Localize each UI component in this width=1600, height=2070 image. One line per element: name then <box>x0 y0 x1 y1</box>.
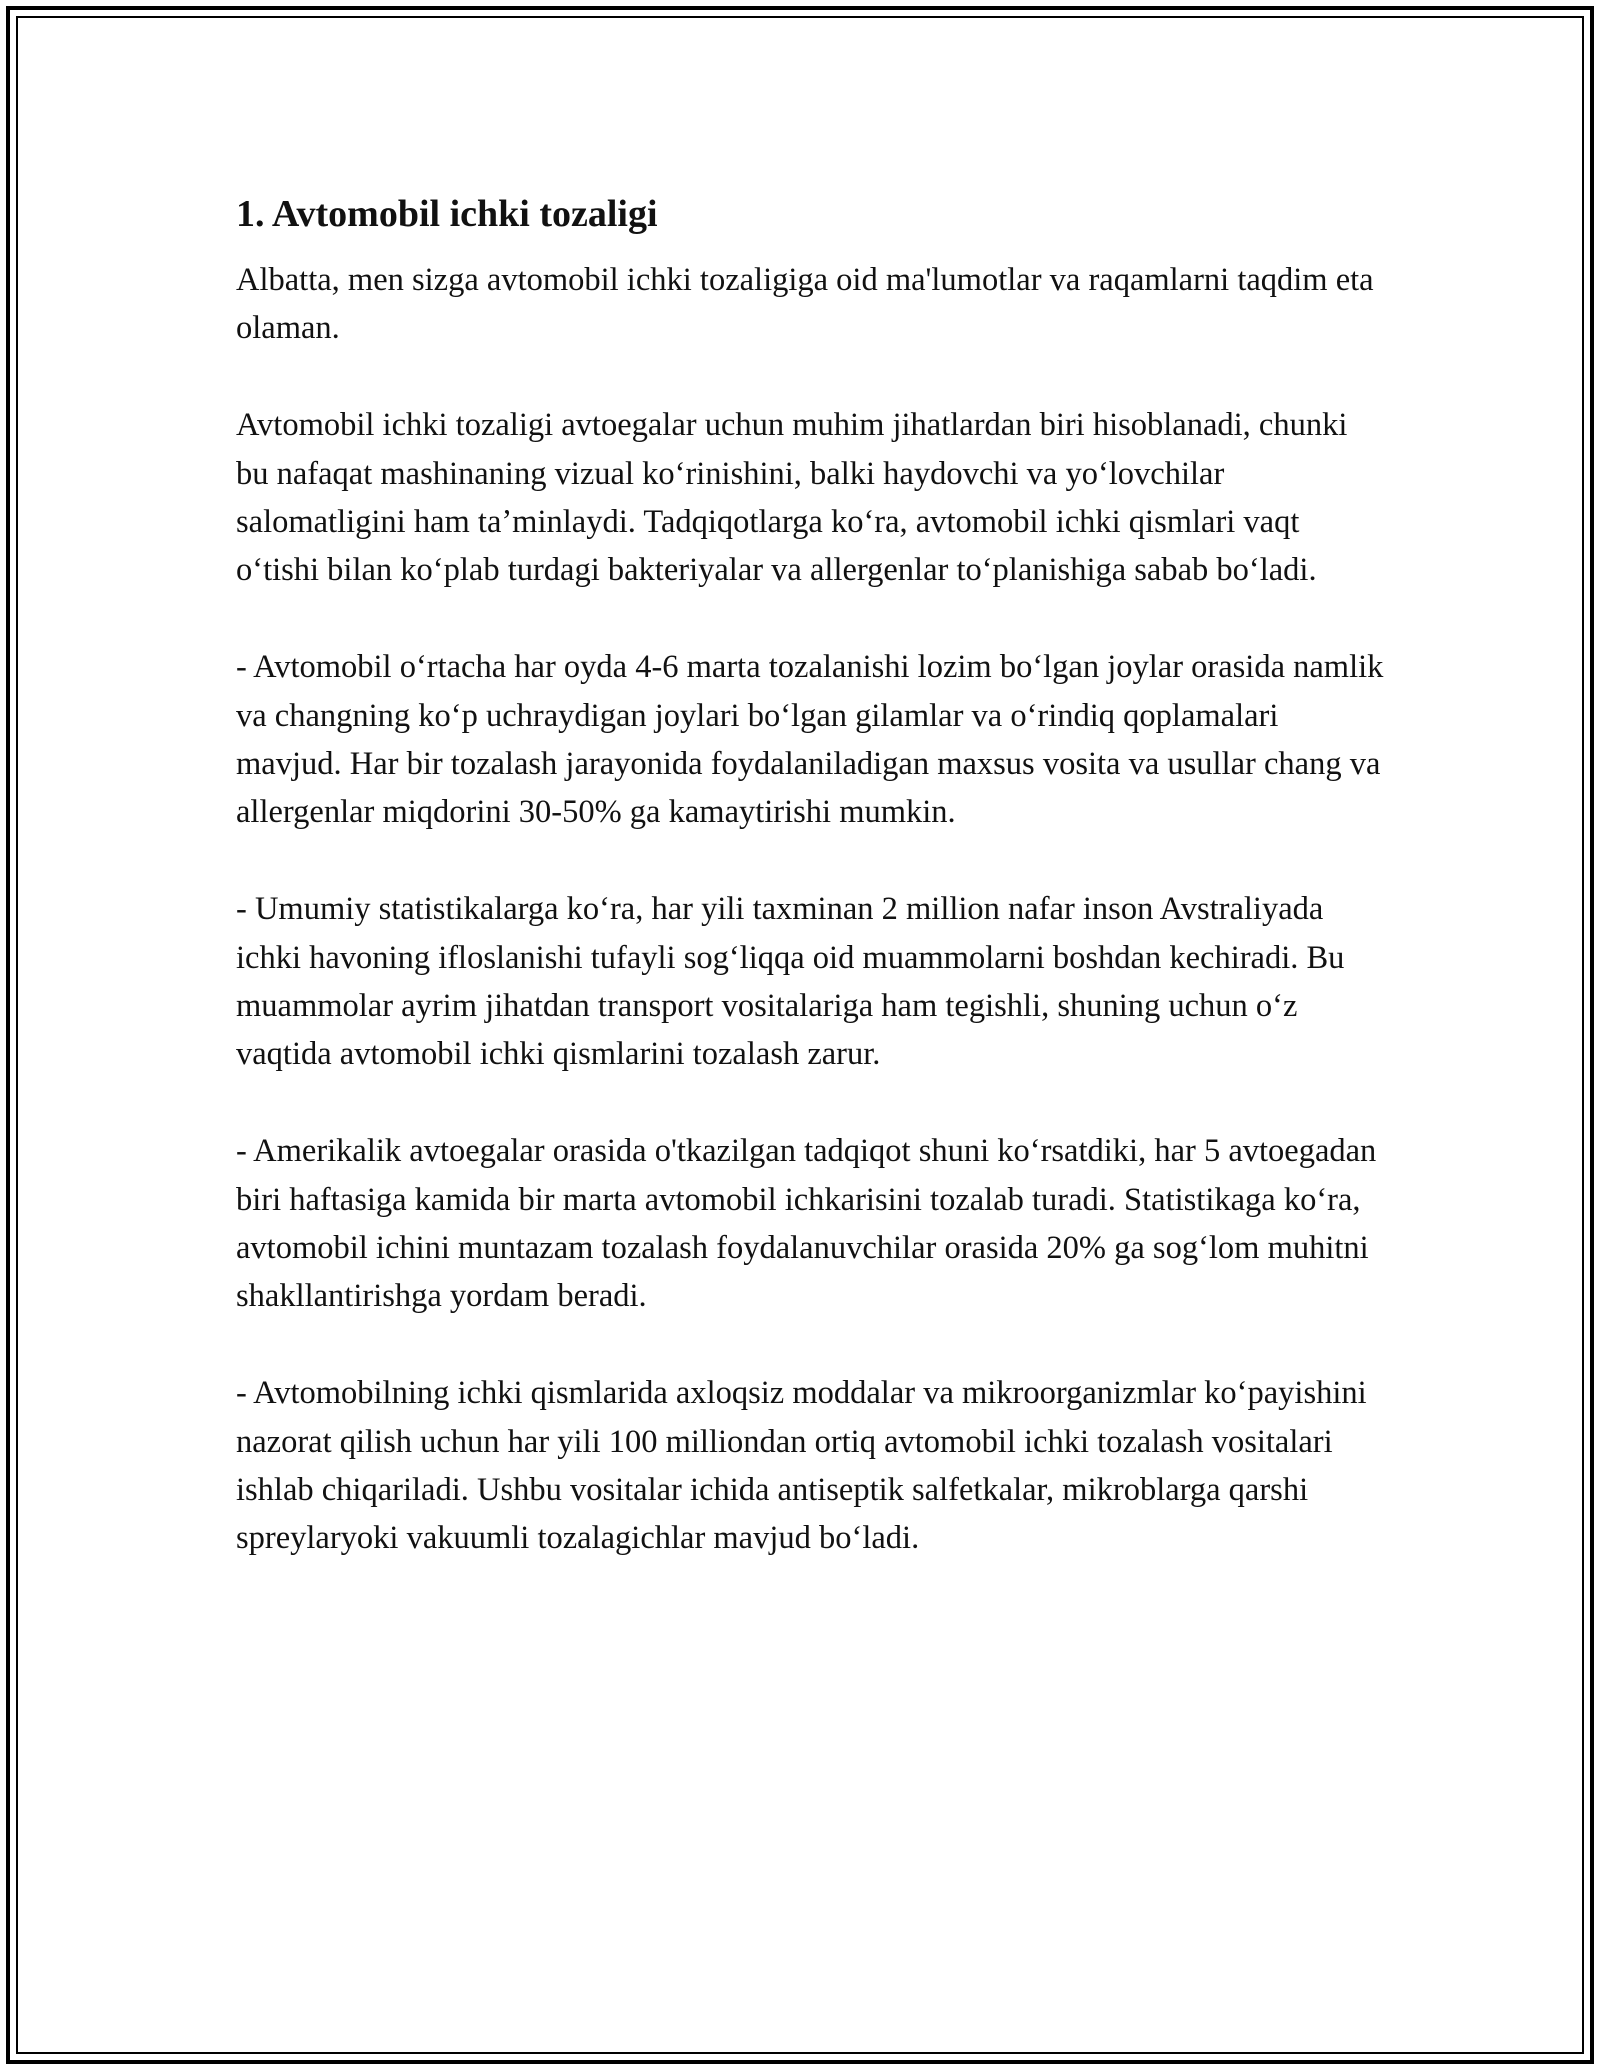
paragraph-intro: Albatta, men sizga avtomobil ichki tozaligiga oid ma'lumotlar va raqamlarni taqdim eta olaman. <box>236 262 1374 347</box>
paragraph-cleaning-products: - Avtomobilning ichki qismlarida axloqsiz moddalar va mikroorganizmlar koʻpayishini nazorat qilish uchun har yili 100 milliondan ortiq avtomobil ichki tozalash vositalari ishlab chiqariladi. Ushbu vositalar ichida antiseptik salfetkalar, mikroblarga qarshi spreylaryoki vakuumli tozalagichlar mavjud boʻladi. <box>236 1375 1367 1557</box>
document-body <box>236 188 1386 1563</box>
section-heading: 1. Avtomobil ichki tozaligi <box>236 193 658 235</box>
paragraph-australia-statistics: - Umumiy statistikalarga koʻra, har yili taxminan 2 million nafar inson Avstraliyada ichki havoning ifloslanishi tufayli sogʻliqqa oid muammolarni boshdan kechiradi. Bu muammolar ayrim jihatdan transport vositalariga ham tegishli, shuning uchun oʻz vaqtida avtomobil ichki qismlarini tozalash zarur. <box>236 891 1345 1073</box>
paragraph-cleaning-frequency: - Avtomobil oʻrtacha har oyda 4-6 marta tozalanishi lozim boʻlgan joylar orasida namlik va changning koʻp uchraydigan joylari boʻlgan gilamlar va oʻrindiq qoplamalari mavjud. Har bir tozalash jarayonida foydalaniladigan maxsus vosita va usullar chang va allergenlar miqdorini 30-50% ga kamaytirishi mumkin. <box>236 649 1384 831</box>
paragraph-american-study: - Amerikalik avtoegalar orasida o'tkazilgan tadqiqot shuni koʻrsatdiki, har 5 avtoegadan biri haftasiga kamida bir marta avtomobil ichkarisini tozalab turadi. Statistikaga koʻra, avtomobil ichini muntazam tozalash foydalanuvchilar orasida 20% ga sogʻlom muhitni shakllantirishga yordam beradi. <box>236 1133 1377 1315</box>
paragraph-overview: Avtomobil ichki tozaligi avtoegalar uchun muhim jihatlardan biri hisoblanadi, chunki bu nafaqat mashinaning vizual koʻrinishini, balki haydovchi va yoʻlovchilar salomatligini ham taʼminlaydi. Tadqiqotlarga koʻra, avtomobil ichki qismlari vaqt oʻtishi bilan koʻplab turdagi bakteriyalar va allergenlar toʻplanishiga sabab boʻladi. <box>236 407 1348 589</box>
